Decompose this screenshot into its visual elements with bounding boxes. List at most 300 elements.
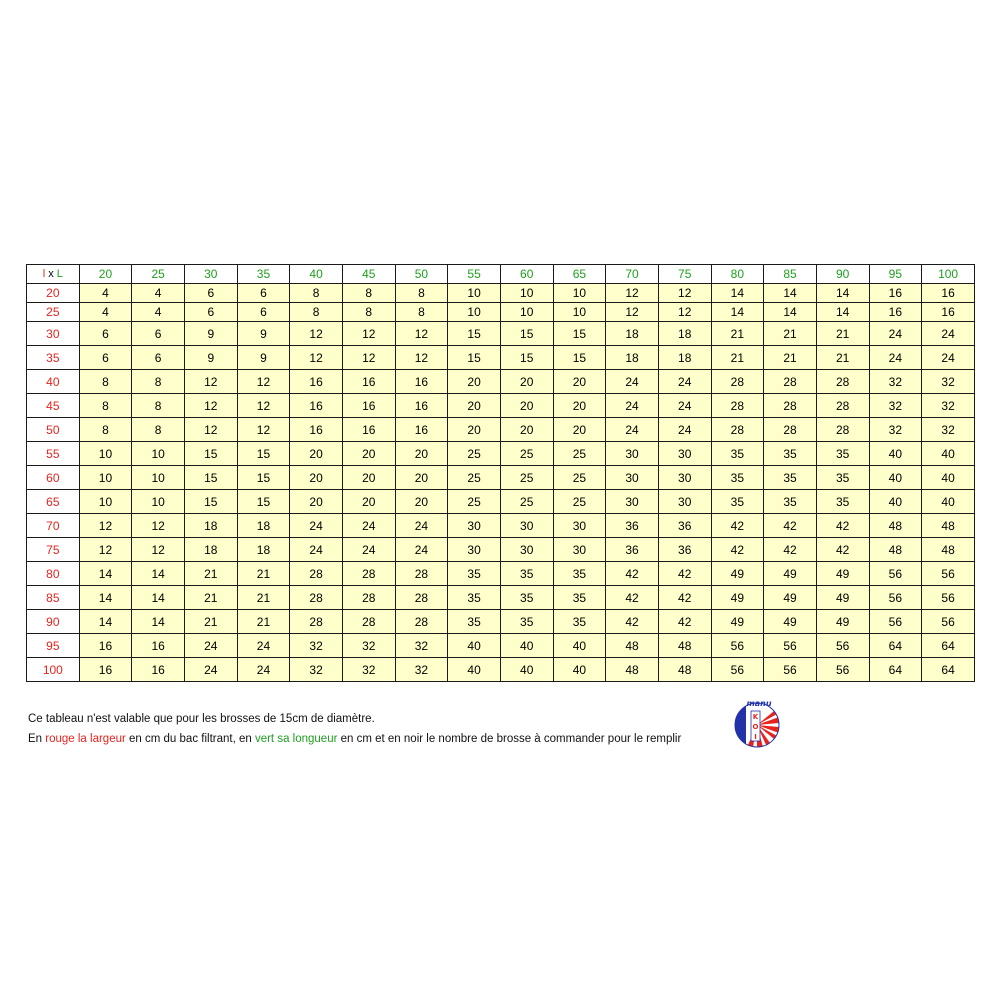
brush-count-cell: 36 <box>606 538 659 562</box>
row-header-width: 40 <box>27 370 80 394</box>
brush-count-cell: 18 <box>658 322 711 346</box>
brush-count-cell: 16 <box>395 394 448 418</box>
brush-count-cell: 12 <box>395 322 448 346</box>
brush-count-cell: 28 <box>395 586 448 610</box>
brush-count-cell: 32 <box>869 394 922 418</box>
brush-count-cell: 6 <box>237 303 290 322</box>
table-row <box>27 442 975 466</box>
table-row <box>27 418 975 442</box>
brush-count-cell: 20 <box>342 466 395 490</box>
brush-count-cell: 12 <box>342 346 395 370</box>
corner-width-letter: l <box>42 268 46 280</box>
brush-count-cell: 20 <box>553 370 606 394</box>
brush-count-cell: 56 <box>922 562 975 586</box>
brush-count-cell: 10 <box>132 466 185 490</box>
brush-count-cell: 16 <box>132 634 185 658</box>
brush-count-cell: 20 <box>342 442 395 466</box>
brush-count-cell: 36 <box>658 538 711 562</box>
brush-count-cell: 18 <box>237 514 290 538</box>
brush-count-cell: 16 <box>395 370 448 394</box>
legend-middle: en cm du bac filtrant, en <box>125 733 255 745</box>
brush-count-cell: 30 <box>606 466 659 490</box>
brush-count-cell: 16 <box>869 284 922 303</box>
row-header-width: 30 <box>27 322 80 346</box>
brush-count-cell: 12 <box>184 394 237 418</box>
brush-count-cell: 56 <box>922 586 975 610</box>
brush-count-cell: 10 <box>500 284 553 303</box>
table-row <box>27 586 975 610</box>
brush-count-cell: 8 <box>132 418 185 442</box>
table-row <box>27 303 975 322</box>
brush-count-cell: 18 <box>606 346 659 370</box>
brush-count-cell: 16 <box>132 658 185 682</box>
table-row <box>27 634 975 658</box>
brush-count-cell: 32 <box>290 658 343 682</box>
brush-count-cell: 42 <box>764 514 817 538</box>
row-header-width: 25 <box>27 303 80 322</box>
column-header-length: 25 <box>132 265 185 284</box>
brush-count-cell: 35 <box>764 466 817 490</box>
brush-count-cell: 48 <box>606 658 659 682</box>
brush-count-cell: 14 <box>132 610 185 634</box>
brush-count-cell: 24 <box>290 538 343 562</box>
brush-count-cell: 28 <box>342 562 395 586</box>
brush-count-cell: 12 <box>606 303 659 322</box>
brush-count-cell: 14 <box>132 586 185 610</box>
column-header-length: 70 <box>606 265 659 284</box>
brush-count-cell: 40 <box>869 442 922 466</box>
brush-count-cell: 30 <box>658 466 711 490</box>
brush-count-cell: 14 <box>79 562 132 586</box>
brush-count-cell: 8 <box>342 303 395 322</box>
row-header-width: 60 <box>27 466 80 490</box>
column-header-length: 40 <box>290 265 343 284</box>
column-header-length: 50 <box>395 265 448 284</box>
brush-count-cell: 16 <box>290 370 343 394</box>
brush-count-cell: 8 <box>342 284 395 303</box>
brush-count-cell: 32 <box>922 418 975 442</box>
brush-count-cell: 21 <box>816 322 869 346</box>
table-row <box>27 466 975 490</box>
column-header-length: 60 <box>500 265 553 284</box>
brush-count-cell: 20 <box>500 418 553 442</box>
brush-count-cell: 12 <box>237 394 290 418</box>
brush-count-cell: 21 <box>237 562 290 586</box>
column-header-length: 45 <box>342 265 395 284</box>
row-header-width: 35 <box>27 346 80 370</box>
brush-count-cell: 14 <box>79 586 132 610</box>
brush-count-cell: 14 <box>764 303 817 322</box>
brush-count-cell: 24 <box>606 418 659 442</box>
brush-count-cell: 36 <box>606 514 659 538</box>
brush-count-cell: 10 <box>79 466 132 490</box>
column-header-length: 80 <box>711 265 764 284</box>
brush-count-cell: 18 <box>606 322 659 346</box>
brush-count-cell: 28 <box>342 610 395 634</box>
brush-count-cell: 24 <box>395 514 448 538</box>
brush-count-cell: 24 <box>237 634 290 658</box>
note-legend <box>28 729 728 749</box>
brush-count-cell: 28 <box>764 418 817 442</box>
brush-count-cell: 49 <box>816 586 869 610</box>
brush-count-cell: 12 <box>237 418 290 442</box>
brush-count-cell: 10 <box>553 303 606 322</box>
brush-count-cell: 35 <box>500 562 553 586</box>
brush-count-cell: 15 <box>553 322 606 346</box>
column-header-length: 20 <box>79 265 132 284</box>
brush-count-cell: 28 <box>290 610 343 634</box>
brush-count-cell: 24 <box>658 394 711 418</box>
brush-count-cell: 35 <box>711 466 764 490</box>
brush-count-cell: 35 <box>553 586 606 610</box>
brush-count-cell: 10 <box>500 303 553 322</box>
brush-count-cell: 16 <box>922 284 975 303</box>
brush-count-cell: 36 <box>658 514 711 538</box>
row-header-width: 50 <box>27 418 80 442</box>
brush-count-cell: 24 <box>922 322 975 346</box>
brush-count-cell: 16 <box>79 658 132 682</box>
brush-count-cell: 24 <box>658 418 711 442</box>
brush-count-cell: 40 <box>553 658 606 682</box>
brush-count-cell: 28 <box>395 610 448 634</box>
brush-count-cell: 14 <box>764 284 817 303</box>
note-validity: Ce tableau n'est valable que pour les brosses de 15cm de diamètre. <box>28 713 375 725</box>
brush-count-cell: 9 <box>184 346 237 370</box>
brush-count-cell: 35 <box>448 586 501 610</box>
brush-count-cell: 35 <box>711 442 764 466</box>
brush-count-cell: 15 <box>500 346 553 370</box>
column-header-length: 85 <box>764 265 817 284</box>
brush-count-cell: 49 <box>711 586 764 610</box>
brush-count-cell: 48 <box>922 514 975 538</box>
brush-count-cell: 10 <box>79 490 132 514</box>
row-header-width: 20 <box>27 284 80 303</box>
brush-count-cell: 32 <box>922 394 975 418</box>
brush-count-cell: 14 <box>711 284 764 303</box>
brush-count-cell: 30 <box>606 490 659 514</box>
brush-count-cell: 15 <box>184 490 237 514</box>
brush-count-cell: 20 <box>290 442 343 466</box>
brush-count-cell: 48 <box>658 658 711 682</box>
brush-count-cell: 28 <box>764 370 817 394</box>
brush-count-cell: 35 <box>711 490 764 514</box>
brush-count-cell: 28 <box>816 370 869 394</box>
brush-count-cell: 64 <box>922 634 975 658</box>
brush-count-cell: 24 <box>184 634 237 658</box>
row-header-width: 95 <box>27 634 80 658</box>
brush-count-cell: 24 <box>184 658 237 682</box>
brush-count-cell: 56 <box>869 610 922 634</box>
brush-count-cell: 4 <box>79 284 132 303</box>
column-header-length: 55 <box>448 265 501 284</box>
brush-count-cell: 9 <box>184 322 237 346</box>
brush-count-cell: 40 <box>500 658 553 682</box>
brush-count-cell: 15 <box>237 442 290 466</box>
brush-count-cell: 25 <box>553 442 606 466</box>
column-header-length: 65 <box>553 265 606 284</box>
brush-count-cell: 8 <box>79 418 132 442</box>
brush-count-cell: 40 <box>869 466 922 490</box>
brush-count-cell: 42 <box>764 538 817 562</box>
brush-count-cell: 32 <box>290 634 343 658</box>
brush-count-cell: 10 <box>448 303 501 322</box>
brush-count-cell: 42 <box>606 610 659 634</box>
brush-count-cell: 10 <box>132 442 185 466</box>
brush-count-cell: 28 <box>711 370 764 394</box>
brush-count-cell: 64 <box>869 658 922 682</box>
brush-count-cell: 4 <box>132 303 185 322</box>
brush-count-cell: 14 <box>79 610 132 634</box>
brush-count-cell: 20 <box>553 418 606 442</box>
brush-count-cell: 30 <box>658 490 711 514</box>
brush-count-cell: 16 <box>342 394 395 418</box>
brush-count-cell: 6 <box>132 346 185 370</box>
column-header-length: 30 <box>184 265 237 284</box>
legend-prefix: En <box>28 733 46 745</box>
brush-count-cell: 30 <box>500 514 553 538</box>
brush-count-cell: 30 <box>658 442 711 466</box>
brush-count-cell: 16 <box>922 303 975 322</box>
brush-count-cell: 24 <box>869 322 922 346</box>
brush-count-table <box>26 264 975 682</box>
brush-count-cell: 15 <box>448 346 501 370</box>
brush-count-cell: 20 <box>500 370 553 394</box>
brush-count-cell: 12 <box>290 346 343 370</box>
brush-count-cell: 8 <box>395 303 448 322</box>
brush-count-cell: 8 <box>290 284 343 303</box>
koi-logo-icon <box>729 697 785 749</box>
brush-count-cell: 42 <box>606 586 659 610</box>
brush-count-cell: 56 <box>764 658 817 682</box>
brush-count-cell: 21 <box>711 346 764 370</box>
brush-count-cell: 49 <box>764 610 817 634</box>
brush-count-cell: 6 <box>79 322 132 346</box>
brush-count-cell: 18 <box>237 538 290 562</box>
brush-count-cell: 56 <box>711 658 764 682</box>
brush-count-cell: 40 <box>448 634 501 658</box>
brush-count-cell: 35 <box>500 586 553 610</box>
brush-count-cell: 32 <box>342 634 395 658</box>
brush-count-cell: 35 <box>553 610 606 634</box>
brush-count-cell: 40 <box>448 658 501 682</box>
legend-red-width: rouge la largeur <box>45 733 126 745</box>
brush-count-cell: 28 <box>816 394 869 418</box>
brush-count-cell: 25 <box>553 466 606 490</box>
table-row <box>27 370 975 394</box>
brush-count-cell: 12 <box>237 370 290 394</box>
brush-count-cell: 12 <box>184 370 237 394</box>
brush-count-cell: 20 <box>290 466 343 490</box>
brush-count-cell: 25 <box>500 442 553 466</box>
brush-count-cell: 15 <box>553 346 606 370</box>
brush-count-cell: 12 <box>79 514 132 538</box>
brush-count-cell: 28 <box>816 418 869 442</box>
brush-count-cell: 42 <box>816 538 869 562</box>
brush-count-cell: 42 <box>711 514 764 538</box>
brush-count-cell: 8 <box>132 370 185 394</box>
brush-count-cell: 8 <box>290 303 343 322</box>
row-header-width: 65 <box>27 490 80 514</box>
brush-count-cell: 30 <box>448 514 501 538</box>
table-row <box>27 394 975 418</box>
table-notes <box>28 709 728 749</box>
brush-count-cell: 24 <box>922 346 975 370</box>
corner-times: x <box>48 268 54 280</box>
brush-count-cell: 16 <box>79 634 132 658</box>
brush-count-cell: 24 <box>342 538 395 562</box>
brush-count-cell: 14 <box>711 303 764 322</box>
brush-count-cell: 6 <box>79 346 132 370</box>
brush-count-cell: 12 <box>79 538 132 562</box>
brush-count-cell: 20 <box>395 442 448 466</box>
row-header-width: 75 <box>27 538 80 562</box>
brush-count-cell: 4 <box>79 303 132 322</box>
header-row <box>27 265 975 284</box>
column-header-length: 100 <box>922 265 975 284</box>
brush-count-cell: 8 <box>132 394 185 418</box>
brush-count-cell: 24 <box>869 346 922 370</box>
row-header-width: 45 <box>27 394 80 418</box>
brush-count-cell: 21 <box>184 562 237 586</box>
brush-count-cell: 20 <box>553 394 606 418</box>
brush-count-cell: 30 <box>606 442 659 466</box>
brush-count-cell: 32 <box>869 370 922 394</box>
table-row <box>27 322 975 346</box>
brush-count-cell: 35 <box>448 610 501 634</box>
logo-letter-o: O <box>752 723 759 731</box>
brush-count-cell: 35 <box>816 490 869 514</box>
brush-count-cell: 21 <box>237 586 290 610</box>
table-row <box>27 514 975 538</box>
brush-count-cell: 35 <box>764 490 817 514</box>
brush-count-cell: 9 <box>237 346 290 370</box>
brush-count-cell: 10 <box>79 442 132 466</box>
brush-count-cell: 28 <box>290 562 343 586</box>
brush-count-cell: 28 <box>711 418 764 442</box>
brush-count-cell: 10 <box>553 284 606 303</box>
table-row <box>27 610 975 634</box>
brush-count-cell: 49 <box>816 562 869 586</box>
column-header-length: 35 <box>237 265 290 284</box>
brush-count-cell: 20 <box>448 394 501 418</box>
brush-count-cell: 10 <box>132 490 185 514</box>
logo-word-manu: manu <box>746 699 772 708</box>
brush-count-cell: 42 <box>606 562 659 586</box>
brush-count-cell: 12 <box>290 322 343 346</box>
brush-count-cell: 15 <box>500 322 553 346</box>
table-row <box>27 490 975 514</box>
brush-count-cell: 15 <box>237 490 290 514</box>
brush-count-cell: 40 <box>922 466 975 490</box>
row-header-width: 85 <box>27 586 80 610</box>
brush-count-cell: 28 <box>342 586 395 610</box>
brush-count-cell: 24 <box>606 394 659 418</box>
brush-count-cell: 8 <box>79 394 132 418</box>
corner-cell <box>27 265 80 284</box>
brush-count-cell: 56 <box>764 634 817 658</box>
brush-count-cell: 14 <box>132 562 185 586</box>
brush-count-cell: 15 <box>184 442 237 466</box>
brush-count-cell: 21 <box>184 586 237 610</box>
brush-count-cell: 28 <box>290 586 343 610</box>
brush-count-cell: 56 <box>869 562 922 586</box>
brush-count-cell: 56 <box>816 634 869 658</box>
brush-count-cell: 48 <box>606 634 659 658</box>
legend-green-length: vert sa longueur <box>254 733 338 745</box>
brush-count-cell: 16 <box>395 418 448 442</box>
brush-count-cell: 42 <box>658 586 711 610</box>
brush-count-cell: 6 <box>237 284 290 303</box>
row-header-width: 70 <box>27 514 80 538</box>
brush-count-cell: 21 <box>764 346 817 370</box>
logo-letter-k: K <box>752 713 759 721</box>
brush-count-cell: 12 <box>658 303 711 322</box>
brush-count-cell: 25 <box>448 466 501 490</box>
brush-count-cell: 42 <box>658 610 711 634</box>
brush-count-cell: 16 <box>869 303 922 322</box>
logo-letter-i: I <box>754 733 757 741</box>
brush-count-cell: 32 <box>869 418 922 442</box>
brush-count-cell: 28 <box>395 562 448 586</box>
brush-count-cell: 56 <box>816 658 869 682</box>
brush-count-cell: 64 <box>869 634 922 658</box>
brush-count-cell: 25 <box>500 490 553 514</box>
brush-count-cell: 21 <box>184 610 237 634</box>
brush-count-cell: 16 <box>342 370 395 394</box>
brush-count-cell: 42 <box>816 514 869 538</box>
table-row <box>27 658 975 682</box>
corner-length-letter: L <box>56 268 63 280</box>
table-row <box>27 284 975 303</box>
table-row <box>27 346 975 370</box>
brush-count-cell: 16 <box>290 394 343 418</box>
brush-count-cell: 16 <box>290 418 343 442</box>
brush-count-cell: 6 <box>184 284 237 303</box>
brush-count-cell: 35 <box>816 442 869 466</box>
brush-count-cell: 9 <box>237 322 290 346</box>
brush-count-cell: 24 <box>342 514 395 538</box>
brush-count-cell: 12 <box>658 284 711 303</box>
column-header-length: 90 <box>816 265 869 284</box>
brush-count-cell: 48 <box>658 634 711 658</box>
brush-count-cell: 24 <box>658 370 711 394</box>
brush-count-cell: 32 <box>395 634 448 658</box>
brush-count-cell: 16 <box>342 418 395 442</box>
column-header-length: 95 <box>869 265 922 284</box>
brush-count-cell: 48 <box>869 514 922 538</box>
brush-count-cell: 21 <box>816 346 869 370</box>
brush-count-cell: 4 <box>132 284 185 303</box>
brush-count-cell: 42 <box>658 562 711 586</box>
brush-count-cell: 25 <box>448 442 501 466</box>
brush-count-cell: 42 <box>711 538 764 562</box>
brush-count-cell: 48 <box>869 538 922 562</box>
brush-count-cell: 35 <box>500 610 553 634</box>
brush-count-cell: 12 <box>184 418 237 442</box>
brush-count-cell: 15 <box>184 466 237 490</box>
brush-count-cell: 56 <box>869 586 922 610</box>
brush-count-cell: 30 <box>500 538 553 562</box>
brush-count-cell: 30 <box>448 538 501 562</box>
brush-count-cell: 35 <box>816 466 869 490</box>
brush-count-cell: 49 <box>711 562 764 586</box>
brush-count-cell: 40 <box>553 634 606 658</box>
brush-count-cell: 12 <box>132 514 185 538</box>
brush-count-cell: 18 <box>658 346 711 370</box>
brush-count-cell: 40 <box>869 490 922 514</box>
brush-count-cell: 48 <box>922 538 975 562</box>
brush-count-cell: 15 <box>237 466 290 490</box>
